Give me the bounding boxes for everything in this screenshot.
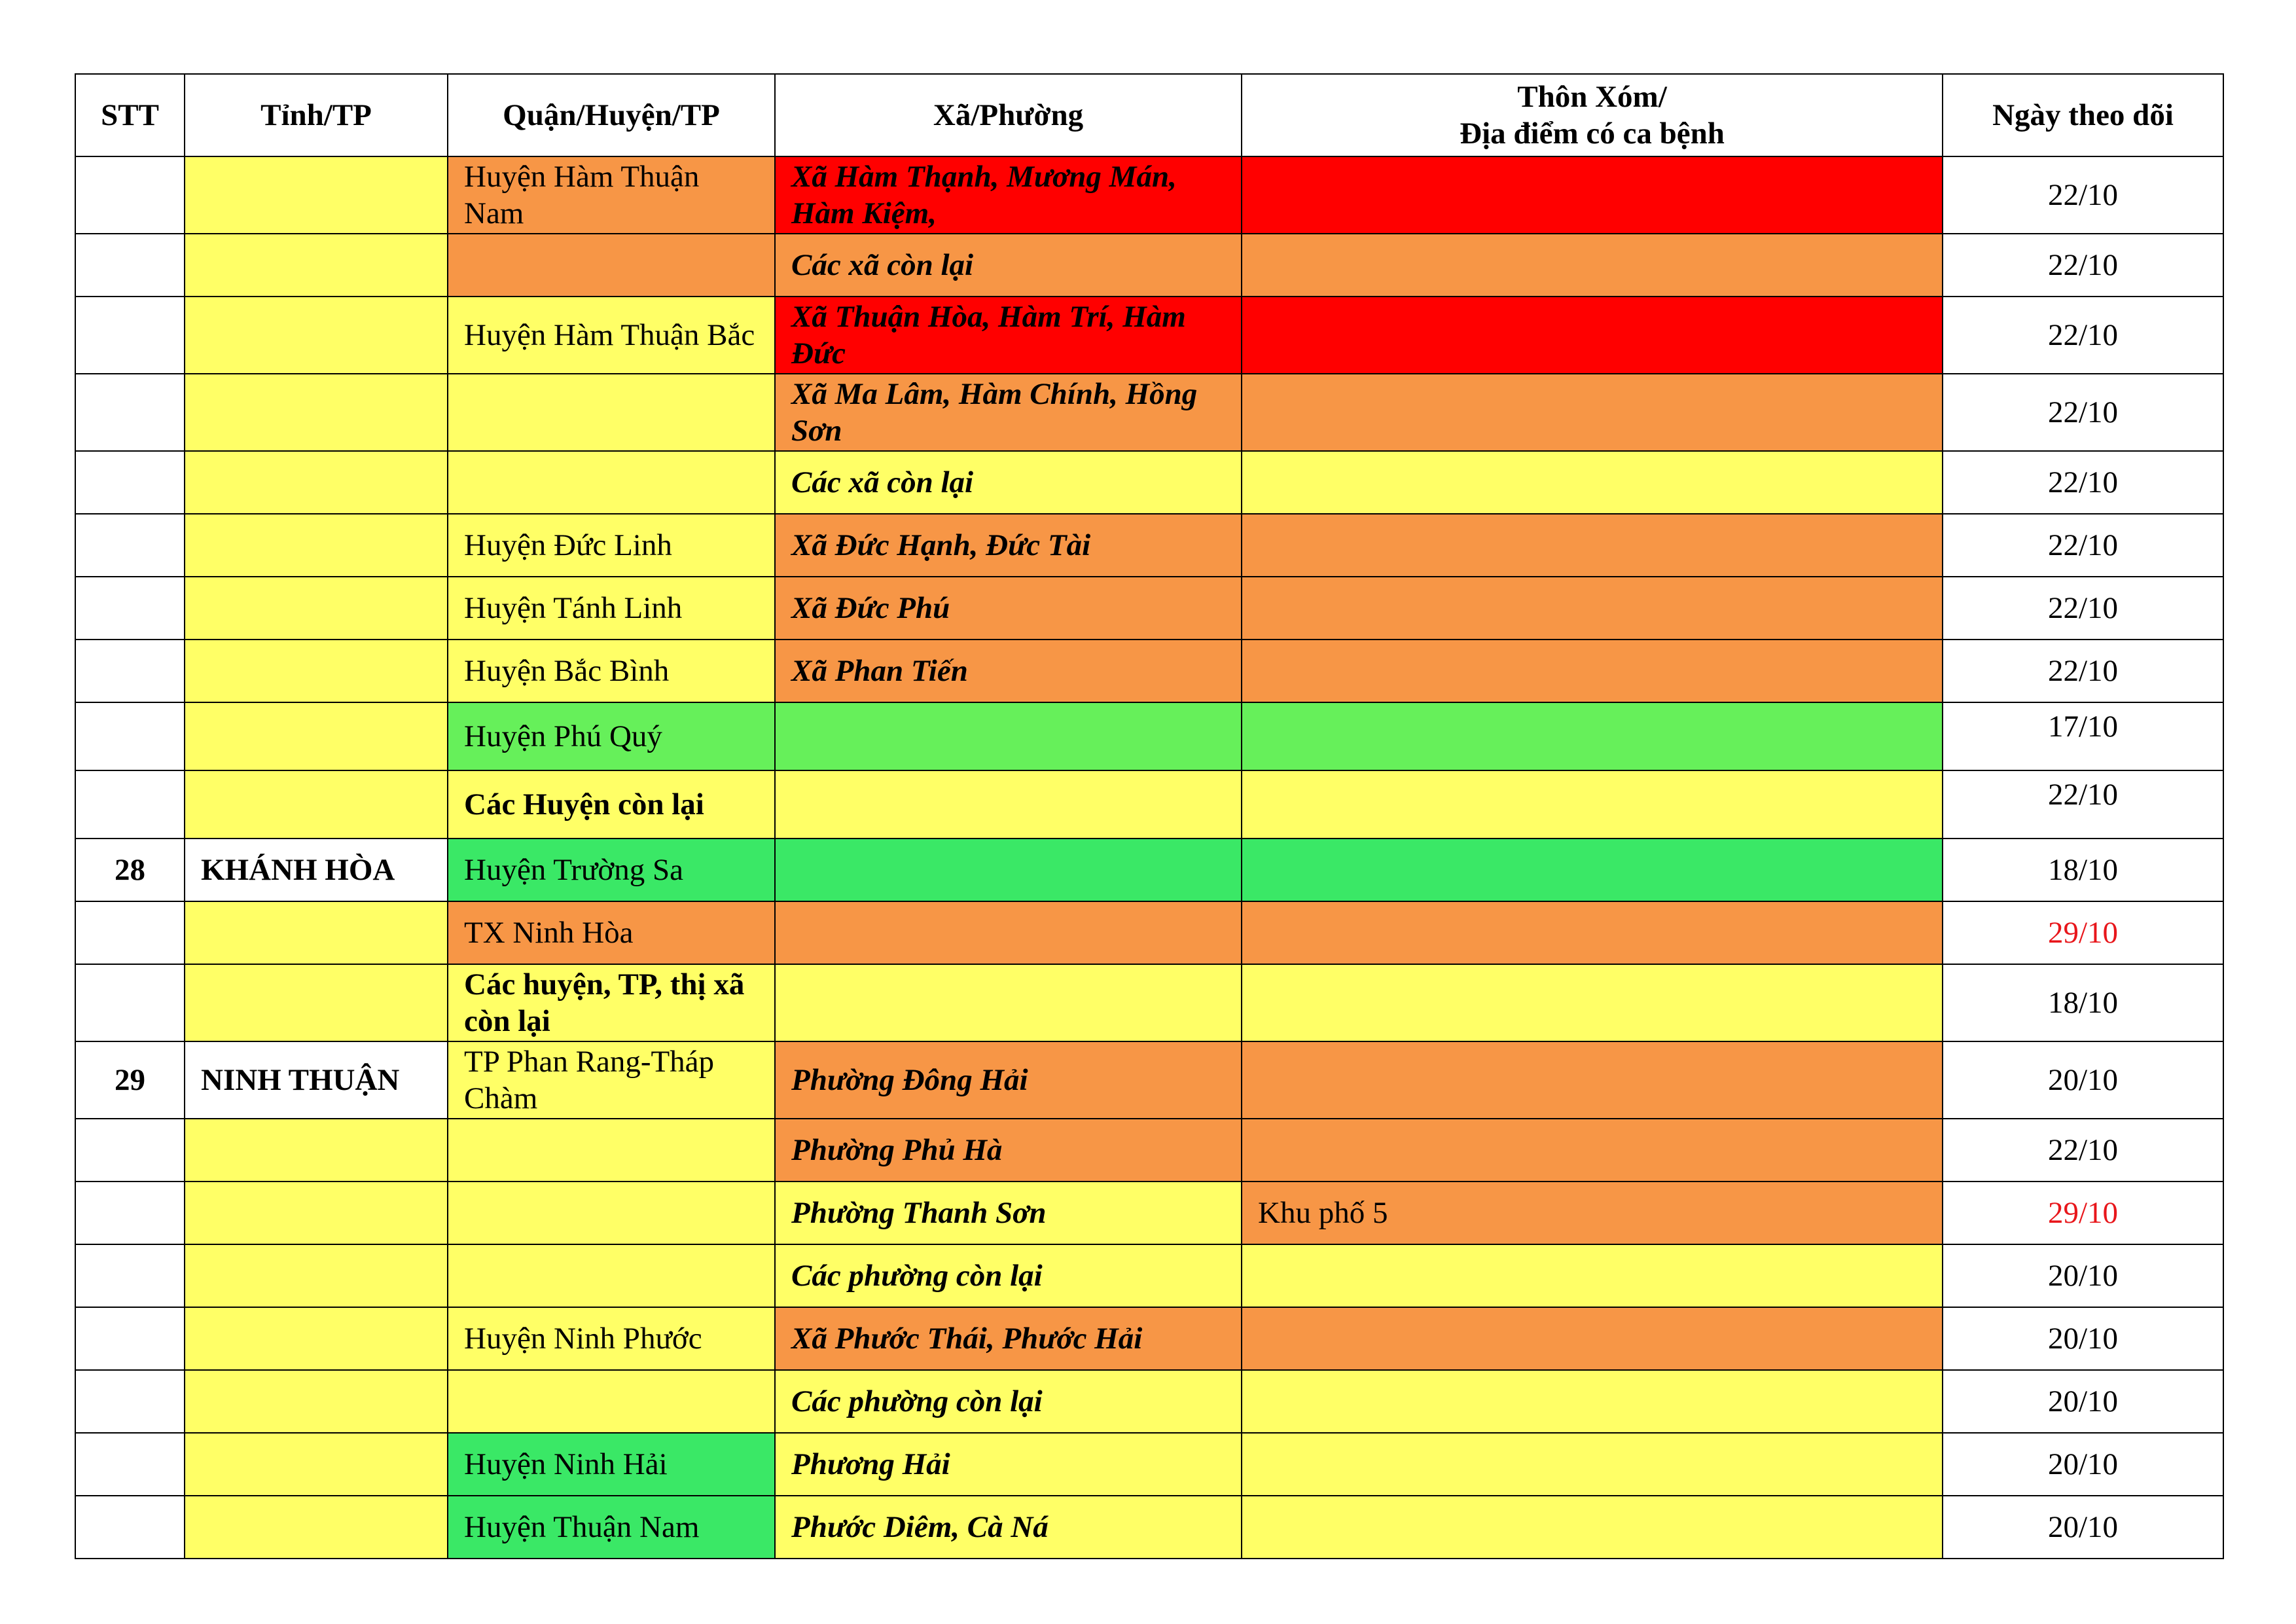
table-row bbox=[75, 901, 2223, 964]
stt-cell bbox=[75, 901, 185, 964]
village-cell bbox=[1242, 514, 1943, 577]
province-cell bbox=[185, 901, 448, 964]
date-cell-highlighted: 29/10 bbox=[1943, 1182, 2223, 1244]
province-cell bbox=[185, 297, 448, 374]
table-row bbox=[75, 1370, 2223, 1433]
date-cell: 20/10 bbox=[1943, 1433, 2223, 1496]
province-cell bbox=[185, 1244, 448, 1307]
table-row bbox=[75, 1182, 2223, 1244]
header-row bbox=[75, 74, 2223, 156]
header-village bbox=[1242, 74, 1943, 156]
village-cell bbox=[1242, 156, 1943, 234]
header-date: Ngày theo dõi bbox=[1943, 74, 2223, 156]
date-cell: 22/10 bbox=[1943, 577, 2223, 640]
province-cell bbox=[185, 1433, 448, 1496]
table-row bbox=[75, 640, 2223, 702]
district-cell: Huyện Hàm Thuận Nam bbox=[448, 156, 775, 234]
district-cell bbox=[448, 451, 775, 514]
province-cell bbox=[185, 156, 448, 234]
ward-cell: Phước Diêm, Cà Ná bbox=[775, 1496, 1242, 1559]
district-cell bbox=[448, 1119, 775, 1182]
village-cell bbox=[1242, 1370, 1943, 1433]
ward-cell: Phường Phủ Hà bbox=[775, 1119, 1242, 1182]
table-row bbox=[75, 514, 2223, 577]
table-row bbox=[75, 964, 2223, 1041]
risk-level-table bbox=[75, 73, 2224, 1559]
stt-cell bbox=[75, 1433, 185, 1496]
village-cell bbox=[1242, 374, 1943, 451]
date-cell: 18/10 bbox=[1943, 964, 2223, 1041]
date-cell: 20/10 bbox=[1943, 1370, 2223, 1433]
stt-cell bbox=[75, 514, 185, 577]
village-cell bbox=[1242, 640, 1943, 702]
ward-cell bbox=[775, 770, 1242, 839]
date-cell: 17/10 bbox=[1943, 702, 2223, 770]
stt-cell bbox=[75, 1370, 185, 1433]
ward-cell: Các phường còn lại bbox=[775, 1370, 1242, 1433]
district-cell bbox=[448, 234, 775, 297]
village-cell bbox=[1242, 839, 1943, 901]
ward-cell: Phường Thanh Sơn bbox=[775, 1182, 1242, 1244]
province-cell bbox=[185, 770, 448, 839]
header-village-line2: Địa điểm có ca bệnh bbox=[1460, 117, 1725, 151]
village-cell bbox=[1242, 577, 1943, 640]
stt-cell bbox=[75, 234, 185, 297]
stt-cell bbox=[75, 702, 185, 770]
ward-cell bbox=[775, 964, 1242, 1041]
stt-cell bbox=[75, 156, 185, 234]
date-cell: 22/10 bbox=[1943, 514, 2223, 577]
date-cell: 22/10 bbox=[1943, 297, 2223, 374]
ward-cell bbox=[775, 839, 1242, 901]
province-cell bbox=[185, 1182, 448, 1244]
date-cell: 20/10 bbox=[1943, 1307, 2223, 1370]
district-cell: TX Ninh Hòa bbox=[448, 901, 775, 964]
header-province: Tỉnh/TP bbox=[185, 74, 448, 156]
district-cell: Huyện Đức Linh bbox=[448, 514, 775, 577]
table-row bbox=[75, 770, 2223, 839]
district-cell: Huyện Ninh Hải bbox=[448, 1433, 775, 1496]
village-cell: Khu phố 5 bbox=[1242, 1182, 1943, 1244]
village-cell bbox=[1242, 1307, 1943, 1370]
province-cell bbox=[185, 514, 448, 577]
village-cell bbox=[1242, 234, 1943, 297]
ward-cell: Xã Hàm Thạnh, Mương Mán, Hàm Kiệm, bbox=[775, 156, 1242, 234]
date-cell: 22/10 bbox=[1943, 234, 2223, 297]
table-row bbox=[75, 1496, 2223, 1559]
table-row bbox=[75, 1244, 2223, 1307]
village-cell bbox=[1242, 1433, 1943, 1496]
province-cell: KHÁNH HÒA bbox=[185, 839, 448, 901]
date-cell: 22/10 bbox=[1943, 374, 2223, 451]
table-row bbox=[75, 839, 2223, 901]
village-cell bbox=[1242, 451, 1943, 514]
province-cell bbox=[185, 964, 448, 1041]
district-cell bbox=[448, 1370, 775, 1433]
table-row bbox=[75, 1041, 2223, 1119]
table-row bbox=[75, 451, 2223, 514]
district-cell bbox=[448, 1182, 775, 1244]
stt-cell bbox=[75, 640, 185, 702]
district-cell: Các huyện, TP, thị xã còn lại bbox=[448, 964, 775, 1041]
village-cell bbox=[1242, 1244, 1943, 1307]
province-cell bbox=[185, 577, 448, 640]
province-cell bbox=[185, 1496, 448, 1559]
stt-cell bbox=[75, 964, 185, 1041]
stt-cell bbox=[75, 1496, 185, 1559]
village-cell bbox=[1242, 1119, 1943, 1182]
date-cell: 20/10 bbox=[1943, 1244, 2223, 1307]
ward-cell: Phường Đông Hải bbox=[775, 1041, 1242, 1119]
table-row bbox=[75, 374, 2223, 451]
ward-cell: Xã Thuận Hòa, Hàm Trí, Hàm Đức bbox=[775, 297, 1242, 374]
header-ward: Xã/Phường bbox=[775, 74, 1242, 156]
table-row bbox=[75, 234, 2223, 297]
ward-cell: Phương Hải bbox=[775, 1433, 1242, 1496]
ward-cell: Các xã còn lại bbox=[775, 234, 1242, 297]
village-cell bbox=[1242, 702, 1943, 770]
province-cell bbox=[185, 1307, 448, 1370]
province-cell bbox=[185, 1370, 448, 1433]
table-row bbox=[75, 702, 2223, 770]
date-cell: 22/10 bbox=[1943, 1119, 2223, 1182]
ward-cell: Xã Ma Lâm, Hàm Chính, Hồng Sơn bbox=[775, 374, 1242, 451]
province-cell bbox=[185, 640, 448, 702]
district-cell: Các Huyện còn lại bbox=[448, 770, 775, 839]
table-row bbox=[75, 1119, 2223, 1182]
district-cell: Huyện Phú Quý bbox=[448, 702, 775, 770]
table-row bbox=[75, 297, 2223, 374]
date-cell: 20/10 bbox=[1943, 1496, 2223, 1559]
stt-cell bbox=[75, 770, 185, 839]
district-cell bbox=[448, 1244, 775, 1307]
province-cell bbox=[185, 451, 448, 514]
ward-cell: Các phường còn lại bbox=[775, 1244, 1242, 1307]
stt-cell bbox=[75, 451, 185, 514]
province-cell bbox=[185, 702, 448, 770]
stt-cell bbox=[75, 1244, 185, 1307]
date-cell: 18/10 bbox=[1943, 839, 2223, 901]
date-cell: 20/10 bbox=[1943, 1041, 2223, 1119]
province-cell bbox=[185, 1119, 448, 1182]
stt-cell bbox=[75, 297, 185, 374]
district-cell: Huyện Bắc Bình bbox=[448, 640, 775, 702]
ward-cell: Xã Phước Thái, Phước Hải bbox=[775, 1307, 1242, 1370]
village-cell bbox=[1242, 297, 1943, 374]
district-cell: Huyện Trường Sa bbox=[448, 839, 775, 901]
date-cell: 22/10 bbox=[1943, 640, 2223, 702]
stt-cell bbox=[75, 577, 185, 640]
district-cell bbox=[448, 374, 775, 451]
village-cell bbox=[1242, 1041, 1943, 1119]
date-cell: 22/10 bbox=[1943, 156, 2223, 234]
district-cell: Huyện Hàm Thuận Bắc bbox=[448, 297, 775, 374]
ward-cell bbox=[775, 901, 1242, 964]
table-row bbox=[75, 577, 2223, 640]
date-cell: 22/10 bbox=[1943, 451, 2223, 514]
stt-cell: 29 bbox=[75, 1041, 185, 1119]
district-cell: Huyện Ninh Phước bbox=[448, 1307, 775, 1370]
village-cell bbox=[1242, 770, 1943, 839]
ward-cell bbox=[775, 702, 1242, 770]
stt-cell bbox=[75, 1307, 185, 1370]
stt-cell bbox=[75, 1119, 185, 1182]
district-cell: Huyện Tánh Linh bbox=[448, 577, 775, 640]
table-row bbox=[75, 1307, 2223, 1370]
header-village-line1: Thôn Xóm/ bbox=[1517, 80, 1667, 114]
header-stt: STT bbox=[75, 74, 185, 156]
document-page bbox=[75, 73, 2223, 1559]
village-cell bbox=[1242, 964, 1943, 1041]
ward-cell: Các xã còn lại bbox=[775, 451, 1242, 514]
date-cell: 22/10 bbox=[1943, 770, 2223, 839]
province-cell bbox=[185, 234, 448, 297]
ward-cell: Xã Đức Hạnh, Đức Tài bbox=[775, 514, 1242, 577]
stt-cell bbox=[75, 374, 185, 451]
ward-cell: Xã Phan Tiến bbox=[775, 640, 1242, 702]
province-cell: NINH THUẬN bbox=[185, 1041, 448, 1119]
stt-cell: 28 bbox=[75, 839, 185, 901]
ward-cell: Xã Đức Phú bbox=[775, 577, 1242, 640]
date-cell-highlighted: 29/10 bbox=[1943, 901, 2223, 964]
stt-cell bbox=[75, 1182, 185, 1244]
table-row bbox=[75, 156, 2223, 234]
district-cell: Huyện Thuận Nam bbox=[448, 1496, 775, 1559]
province-cell bbox=[185, 374, 448, 451]
village-cell bbox=[1242, 1496, 1943, 1559]
table-row bbox=[75, 1433, 2223, 1496]
village-cell bbox=[1242, 901, 1943, 964]
district-cell: TP Phan Rang-Tháp Chàm bbox=[448, 1041, 775, 1119]
header-district: Quận/Huyện/TP bbox=[448, 74, 775, 156]
